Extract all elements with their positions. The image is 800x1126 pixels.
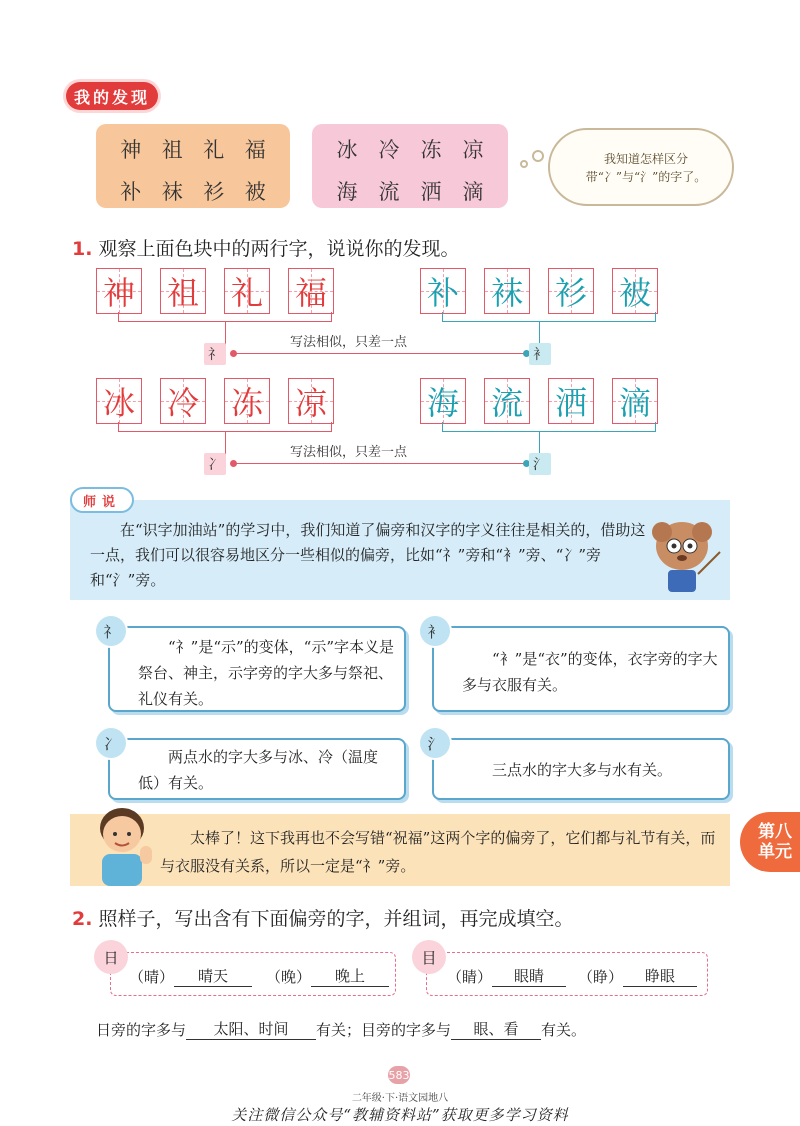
tianzige-cell bbox=[548, 378, 594, 424]
block-char: 袜 bbox=[161, 180, 183, 204]
block-char: 滴 bbox=[462, 180, 484, 204]
radical-sandianshui-box: 氵 bbox=[529, 453, 551, 475]
tianzige-cell bbox=[224, 378, 270, 424]
block-char: 冻 bbox=[420, 138, 442, 162]
explain-box-sandianshui bbox=[432, 738, 730, 800]
tianzige-char: 凉 bbox=[294, 384, 327, 422]
tianzige-char: 礼 bbox=[230, 274, 263, 312]
summary-part2: 有关；目旁的字多与 bbox=[316, 1021, 452, 1039]
tianzige-char: 滴 bbox=[618, 384, 651, 422]
section-badge-wodefaxian bbox=[66, 82, 158, 110]
footer-grade: 二年级·下·语文园地八 bbox=[351, 1093, 449, 1104]
explain-box-yi bbox=[432, 626, 730, 712]
boy-illustration-icon bbox=[84, 800, 164, 888]
unit-tab bbox=[740, 812, 800, 872]
fill-mu-char1: （睛） bbox=[447, 968, 493, 986]
block-char: 福 bbox=[244, 138, 266, 162]
similar-line-row2 bbox=[236, 463, 526, 464]
block-char: 祖 bbox=[161, 138, 183, 162]
block-char: 被 bbox=[244, 180, 266, 204]
page-number: 583 bbox=[388, 1066, 410, 1084]
question-2-number: 2. bbox=[72, 908, 93, 930]
explain-icon-shi: 礻 bbox=[96, 616, 126, 646]
explain-text-liangdianshui: 两点水的字大多与冰、冷（温度低）有关。 bbox=[138, 748, 379, 792]
radical-mu-circle: 目 bbox=[412, 940, 446, 974]
similar-label-row2: 写法相似，只差一点 bbox=[286, 441, 411, 460]
badge-char: 的 bbox=[93, 87, 112, 107]
tianzige-cell bbox=[160, 378, 206, 424]
tianzige-cell bbox=[288, 268, 334, 314]
tianzige-cell bbox=[548, 268, 594, 314]
fill-ri-word2[interactable]: 晚上 bbox=[311, 965, 389, 987]
tianzige-char: 衫 bbox=[554, 274, 587, 312]
block-char: 凉 bbox=[462, 138, 484, 162]
unit-tab-line1: 第八 bbox=[758, 822, 792, 842]
teacher-dog-illustration-icon bbox=[642, 512, 722, 596]
tianzige-cell bbox=[612, 268, 658, 314]
tianzige-cell bbox=[484, 268, 530, 314]
tianzige-cell bbox=[420, 378, 466, 424]
unit-tab-line2: 单元 bbox=[758, 842, 792, 862]
tianzige-char: 神 bbox=[102, 274, 135, 312]
block-char: 神 bbox=[120, 138, 142, 162]
fill-mu-char2: （睁） bbox=[578, 968, 624, 986]
fill-ri-char1: （晴） bbox=[129, 968, 175, 986]
radical-ri-circle: 日 bbox=[94, 940, 128, 974]
explain-text-sandianshui: 三点水的字大多与水有关。 bbox=[492, 761, 673, 779]
question-2-text: 照样子，写出含有下面偏旁的字，并组词，再完成填空。 bbox=[98, 908, 574, 930]
block-char: 流 bbox=[378, 180, 400, 204]
character-block-pink bbox=[312, 124, 508, 208]
explain-icon-yi: 衤 bbox=[420, 616, 450, 646]
block-char: 海 bbox=[336, 180, 358, 204]
tianzige-cell bbox=[224, 268, 270, 314]
similar-label-row1: 写法相似，只差一点 bbox=[286, 331, 411, 350]
block-char: 洒 bbox=[420, 180, 442, 204]
tianzige-char: 洒 bbox=[554, 384, 587, 422]
teacher-text: 在“识字加油站”的学习中，我们知道了偏旁和汉字的字义往往是相关的，借助这一点，我们可以很容易地区分一些相似的偏旁，比如“礻”旁和“衤”旁、“冫”旁和“氵”旁。 bbox=[90, 521, 646, 589]
similar-line-row1 bbox=[236, 353, 526, 354]
radical-liangdianshui-box: 冫 bbox=[204, 453, 226, 475]
fill-mu-word2[interactable]: 睁眼 bbox=[623, 965, 697, 987]
character-block-orange bbox=[96, 124, 290, 208]
tianzige-char: 补 bbox=[426, 274, 459, 312]
thought-text: 我知道怎样区分带“冫”与“氵”的字了。 bbox=[585, 152, 707, 184]
fill-box-mu bbox=[426, 952, 708, 996]
tianzige-cell bbox=[484, 378, 530, 424]
summary-answer2[interactable]: 眼、看 bbox=[451, 1018, 541, 1040]
tianzige-cell bbox=[96, 268, 142, 314]
explain-box-liangdianshui bbox=[108, 738, 406, 800]
summary-sentence bbox=[96, 1018, 586, 1040]
tianzige-cell bbox=[612, 378, 658, 424]
radical-yi-box: 衤 bbox=[529, 343, 551, 365]
thought-bubble-dot bbox=[532, 150, 544, 162]
badge-char: 发 bbox=[112, 87, 131, 107]
badge-char: 我 bbox=[74, 87, 93, 107]
tianzige-char: 祖 bbox=[166, 274, 199, 312]
teacher-says-panel bbox=[70, 500, 730, 600]
badge-char: 现 bbox=[131, 87, 150, 107]
question-1 bbox=[72, 234, 460, 261]
explain-icon-liangdianshui: 冫 bbox=[96, 728, 126, 758]
tianzige-cell bbox=[288, 378, 334, 424]
block-char: 冰 bbox=[336, 138, 358, 162]
tianzige-char: 袜 bbox=[490, 274, 523, 312]
radical-shi-box: 礻 bbox=[204, 343, 226, 365]
question-1-number: 1. bbox=[72, 238, 93, 260]
thought-bubble-dot-small bbox=[520, 160, 528, 168]
tianzige-cell bbox=[160, 268, 206, 314]
explain-text-yi: “衤”是“衣”的变体，衣字旁的字大多与衣服有关。 bbox=[462, 650, 718, 694]
block-char: 冷 bbox=[378, 138, 400, 162]
boy-speech-panel bbox=[70, 814, 730, 886]
explain-icon-sandianshui: 氵 bbox=[420, 728, 450, 758]
tianzige-char: 冷 bbox=[166, 384, 199, 422]
tianzige-char: 福 bbox=[294, 274, 327, 312]
fill-ri-word1[interactable]: 晴天 bbox=[174, 965, 252, 987]
boy-speech-text: 太棒了！这下我再也不会写错“祝福”这两个字的偏旁了，它们都与礼节有关，而与衣服没有关系，所以一定是“礻”旁。 bbox=[160, 829, 716, 875]
explain-text-shi: “礻”是“示”的变体，“示”字本义是祭台、神主，示字旁的字大多与祭祀、礼仪有关。 bbox=[138, 638, 395, 708]
tianzige-char: 冻 bbox=[230, 384, 263, 422]
question-1-text: 观察上面色块中的两行字，说说你的发现。 bbox=[98, 238, 460, 260]
summary-part3: 有关。 bbox=[541, 1021, 587, 1039]
footer-ad: 关注微信公众号“教辅资料站”获取更多学习资料 bbox=[231, 1106, 569, 1124]
tianzige-char: 被 bbox=[618, 274, 651, 312]
tianzige-char: 流 bbox=[490, 384, 523, 422]
teacher-says-label: 师说 bbox=[70, 487, 134, 513]
tianzige-char: 海 bbox=[426, 384, 459, 422]
thought-cloud bbox=[548, 128, 734, 206]
block-char: 礼 bbox=[203, 138, 225, 162]
fill-mu-word1[interactable]: 眼睛 bbox=[492, 965, 566, 987]
block-char: 补 bbox=[120, 180, 142, 204]
block-char: 衫 bbox=[203, 180, 225, 204]
tianzige-cell bbox=[96, 378, 142, 424]
summary-part1: 日旁的字多与 bbox=[96, 1021, 187, 1039]
fill-ri-char2: （晚） bbox=[266, 968, 312, 986]
summary-answer1[interactable]: 太阳、时间 bbox=[186, 1018, 316, 1040]
tianzige-cell bbox=[420, 268, 466, 314]
tianzige-char: 冰 bbox=[102, 384, 135, 422]
question-2 bbox=[72, 904, 574, 931]
fill-box-ri bbox=[110, 952, 396, 996]
explain-box-shi bbox=[108, 626, 406, 712]
